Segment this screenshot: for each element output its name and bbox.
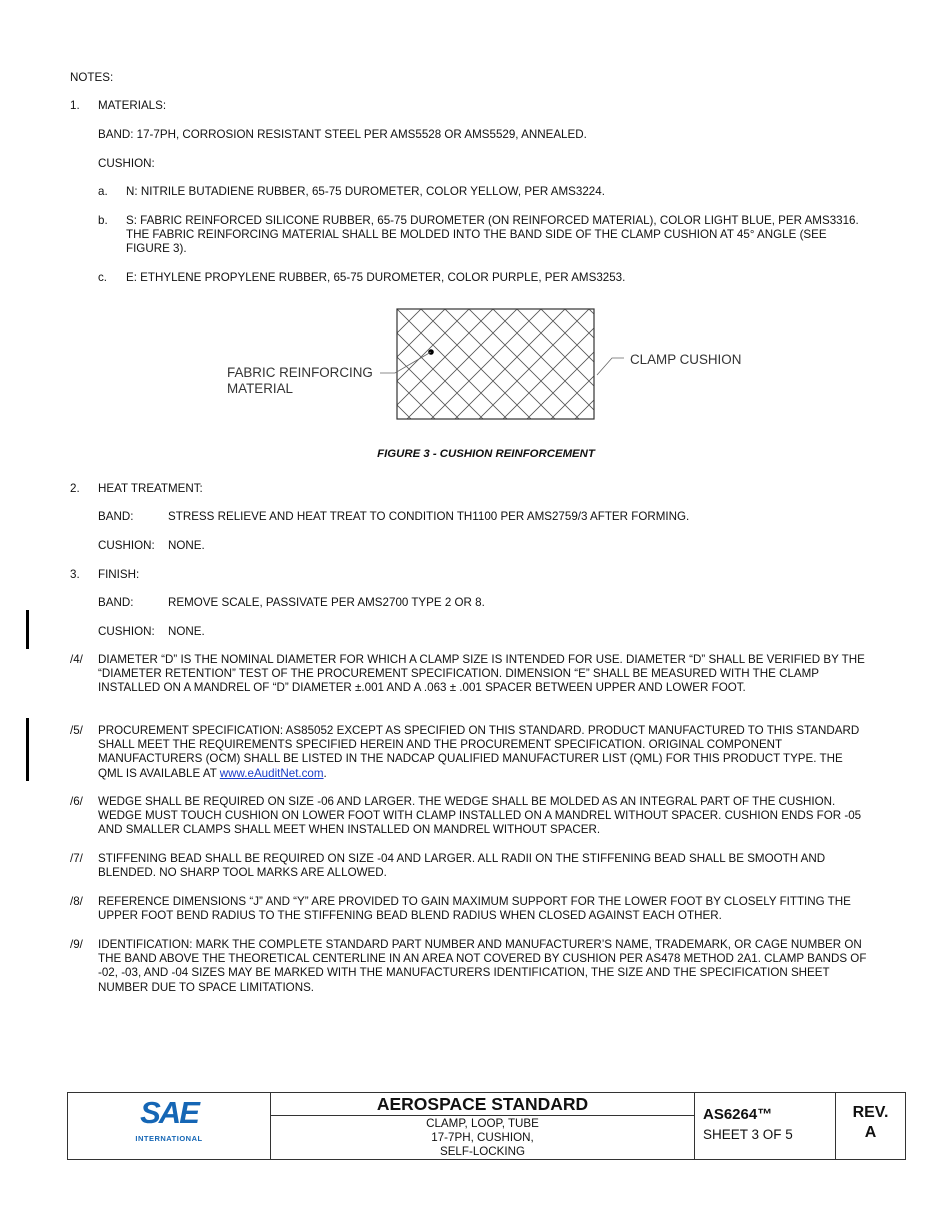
note7-number: /7/ <box>70 852 83 865</box>
revision-label: REV. <box>852 1104 889 1121</box>
note1-cushion-heading: CUSHION: <box>98 157 155 170</box>
note2-title: HEAT TREATMENT: <box>98 482 203 495</box>
item-a-letter: a. <box>98 185 108 198</box>
note6-number: /6/ <box>70 795 83 808</box>
figure-caption: FIGURE 3 - CUSHION REINFORCEMENT <box>377 448 595 460</box>
figure-label-cushion: CLAMP CUSHION <box>630 352 742 367</box>
note3-band-value: REMOVE SCALE, PASSIVATE PER AMS2700 TYPE 2 OR 8. <box>168 596 485 609</box>
cushion-crosshatch-rect <box>397 309 594 419</box>
item-c-letter: c. <box>98 271 108 284</box>
note5-text: PROCUREMENT SPECIFICATION: AS85052 EXCEPT AS SPECIFIED ON THIS STANDARD. PRODUCT MANUFACTURED TO THIS STANDARD SHALL MEET THE REQUIREMENTS SPECIFIED HEREIN AND THE PROCUREMENT SPECIFICATION. ORIGINAL COMPONENT MANUFACTURERS (OCM) SHALL BE LISTED IN THE NADCAP QUALIFIED MANUFACTURER LIST (QML) FOR THIS PRODUCT TYPE. THE QML IS AVAILABLE AT <box>98 724 860 780</box>
title-block-title-cell <box>270 1092 695 1116</box>
note2-band-value: STRESS RELIEVE AND HEAT TREAT TO CONDITION TH1100 PER AMS2759/3 AFTER FORMING. <box>168 510 690 523</box>
title-block-rev-cell <box>835 1092 906 1160</box>
note3-band-label: BAND: <box>98 596 134 609</box>
note8-text: REFERENCE DIMENSIONS “J” AND “Y” ARE PROVIDED TO GAIN MAXIMUM SUPPORT FOR THE LOWER FOOT BY CLOSELY FITTING THE UPPER FOOT BEND RADIUS TO THE STIFFENING BEAD BLEND RADIUS WHEN CLOSED AGAINST EACH OTHER. <box>98 895 851 923</box>
note4-text: DIAMETER “D” IS THE NOMINAL DIAMETER FOR WHICH A CLAMP SIZE IS INTENDED FOR USE. DIAMETER “D” SHALL BE VERIFIED BY THE “DIAMETER RETENTION” TEST OF THE PROCUREMENT SPECIFICATION. DIMENSION “E” SHALL BE MEASURED WITH THE CLAMP INSTALLED ON A MANDREL OF “D” DIAMETER ±.001 AND A .063 ± .001 SPACER BETWEEN UPPER AND LOWER FOOT. <box>98 653 865 695</box>
note8-number: /8/ <box>70 895 83 908</box>
note3-number: 3. <box>70 568 80 581</box>
note5-number: /5/ <box>70 724 83 737</box>
title-block-doc-cell <box>694 1092 836 1160</box>
revision-change-bar <box>26 610 29 649</box>
note9-text: IDENTIFICATION: MARK THE COMPLETE STANDARD PART NUMBER AND MANUFACTURER’S NAME, TRADEMARK, OR CAGE NUMBER ON THE BAND ABOVE THE THEORETICAL CENTERLINE IN AN AREA NOT COVERED BY CUSHION PER AS478 METHOD 2A1. CLAMP BANDS OF -02, -03, AND -04 SIZES MAY BE MARKED WITH THE MANUFACTURERS IDENTIFICATION, THE SIZE AND THE SPECIFICATION SHEET NUMBER DUE TO SPACE LIMITATIONS. <box>98 938 867 994</box>
note5-end: . <box>323 766 327 780</box>
item-b-text: S: FABRIC REINFORCED SILICONE RUBBER, 65-75 DUROMETER (ON REINFORCED MATERIAL), COLOR LIGHT BLUE, PER AMS3316. THE FABRIC REINFORCING MATERIAL SHALL BE MOLDED INTO THE BAND SIDE OF THE CLAMP CUSHION AT 45° ANGLE (SEE FIGURE 3). <box>126 214 859 256</box>
standard-title: AEROSPACE STANDARD <box>376 1094 589 1114</box>
eauditnet-link[interactable]: www.eAuditNet.com <box>219 766 324 780</box>
note3-title: FINISH: <box>98 568 140 581</box>
title-block-logo-cell <box>67 1092 271 1160</box>
figure-cushion-reinforcement <box>0 0 950 440</box>
note5-paragraph <box>98 724 868 781</box>
note2-cushion-label: CUSHION: <box>98 539 155 552</box>
item-c-text: E: ETHYLENE PROPYLENE RUBBER, 65-75 DUROMETER, COLOR PURPLE, PER AMS3253. <box>126 271 626 284</box>
description-line-2: 17-7PH, CUSHION, <box>431 1131 534 1144</box>
document-number: AS6264™ <box>703 1106 773 1123</box>
notes-heading: NOTES: <box>70 71 114 84</box>
note2-band-label: BAND: <box>98 510 134 523</box>
leader-line-right <box>597 358 624 375</box>
revision-change-bar <box>26 718 29 781</box>
item-a-text: N: NITRILE BUTADIENE RUBBER, 65-75 DUROMETER, COLOR YELLOW, PER AMS3224. <box>126 185 605 198</box>
sae-logo-subtitle: INTERNATIONAL <box>135 1134 203 1143</box>
note3-cushion-value: NONE. <box>168 625 205 638</box>
revision-letter: A <box>864 1124 877 1141</box>
note4-number: /4/ <box>70 653 83 666</box>
item-b-letter: b. <box>98 214 108 227</box>
note1-number: 1. <box>70 99 80 112</box>
note6-text: WEDGE SHALL BE REQUIRED ON SIZE -06 AND LARGER. THE WEDGE SHALL BE MOLDED AS AN INTEGRAL PART OF THE CUSHION. WEDGE MUST TOUCH CUSHION ON LOWER FOOT WITH CLAMP INSTALLED ON A MANDREL WITHOUT SPACER. CUSHION ENDS FOR -05 AND SMALLER CLAMPS SHALL MEET WHEN INSTALLED ON MANDREL WITHOUT SPACER. <box>98 795 862 837</box>
note1-title: MATERIALS: <box>98 99 167 112</box>
note1-band: BAND: 17-7PH, CORROSION RESISTANT STEEL PER AMS5528 OR AMS5529, ANNEALED. <box>98 128 587 141</box>
description-line-3: SELF-LOCKING <box>439 1145 526 1158</box>
description-line-1: CLAMP, LOOP, TUBE <box>426 1117 539 1130</box>
title-block-description-cell <box>270 1115 695 1160</box>
note9-number: /9/ <box>70 938 83 951</box>
sheet-number: SHEET 3 OF 5 <box>703 1127 793 1142</box>
note3-cushion-label: CUSHION: <box>98 625 155 638</box>
note7-text: STIFFENING BEAD SHALL BE REQUIRED ON SIZE -04 AND LARGER. ALL RADII ON THE STIFFENING BEAD SHALL BE SMOOTH AND BLENDED. NO SHARP TOOL MARKS ARE ALLOWED. <box>98 852 826 880</box>
note2-cushion-value: NONE. <box>168 539 205 552</box>
sae-logo: SAE <box>140 1095 198 1130</box>
note2-number: 2. <box>70 482 80 495</box>
figure-label-fabric: FABRIC REINFORCING MATERIAL <box>227 365 373 396</box>
